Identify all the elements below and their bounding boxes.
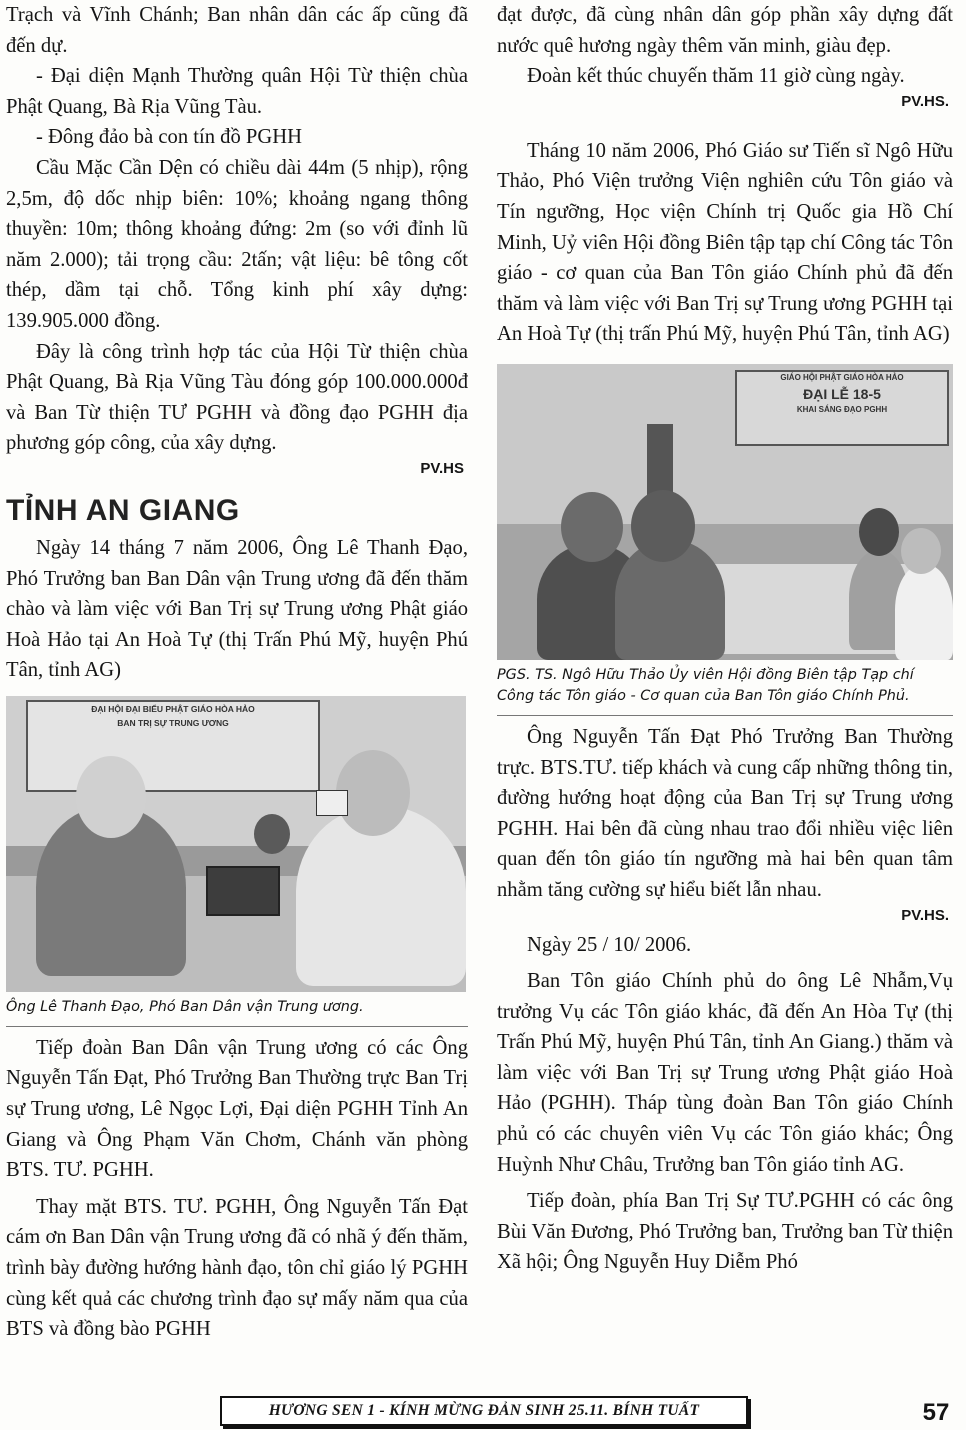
photo-caption: PGS. TS. Ngô Hữu Thảo Ủy viên Hội đồng Biên tập Tạp chí Công tác Tôn giáo - Cơ quan của Ban Tôn giáo Chính Phủ.: [497, 666, 914, 704]
article-paragraph: - Đại diện Mạnh Thường quân Hội Từ thiện chùa Phật Quang, Bà Rịa Vũng Tàu.: [6, 65, 468, 118]
article-paragraph: Tháng 10 năm 2006, Phó Giáo sư Tiến sĩ Ngô Hữu Thảo, Phó Viện trưởng Viện nghiên cứu Tôn giáo và Tín ngưỡng, Học viện Chính trị Quốc gia Hồ Chí Minh, Uỷ viên Hội đồng Biên tập tạp chí Công tác Tôn giáo - cơ quan của Ban Tôn giáo Chính phủ đã đến thăm và làm việc với Ban Trị sự Trung ương PGHH tại An Hoà Tự (thị trấn Phú Mỹ, huyện Phú Tân, tỉnh AG): [497, 139, 953, 346]
photo-meeting: [497, 364, 953, 660]
article-paragraph: Cầu Mặc Cần Dện có chiều dài 44m (5 nhịp), rộng 2,5m, độ dốc nhịp biên: 10%; khoảng ngang thông thuyền: 10m; thông khoảng đứng: 2m (so với đỉnh lũ năm 2.000); tải trọng cầu: 2tấn; vật liệu: bê tông cốt thép, dầm tại chỗ. Tổng kinh phí xây dựng: 139.905.000 đồng.: [6, 156, 468, 332]
photo-banner: GIÁO HỘI PHẬT GIÁO HÒA HẢO ĐẠI LỄ 18-5 KHAI SÁNG ĐẠO PGHH: [735, 370, 949, 446]
author-signature: PV.HS.: [901, 92, 949, 110]
caption-divider: [6, 1026, 468, 1027]
article-paragraph: Ông Nguyễn Tấn Đạt Phó Trưởng Ban Thường trực. BTS.TƯ. tiếp khách và cung cấp những thông tin, đường hướng hoạt động của Ban Trị sự Trung ương PGHH. Hai bên đã cùng nhau trao đổi nhiều việc liên quan đến tôn giáo tín ngưỡng mà hai bên quan tâm nhằm tăng cường sự hiểu biết lẫn nhau.: [497, 725, 953, 901]
section-heading: TỈNH AN GIANG: [6, 493, 240, 527]
photo-banner: ĐẠI HỘI ĐẠI BIỂU PHẬT GIÁO HÒA HẢO BAN TRỊ SỰ TRUNG ƯƠNG: [26, 700, 320, 792]
article-paragraph: Ngày 14 tháng 7 năm 2006, Ông Lê Thanh Đạo, Phó Trưởng ban Ban Dân vận Trung ương đã đến thăm chào và làm việc với Ban Trị sự Trung ương Phật giáo Hoà Hảo tại An Hoà Tự (thị Trấn Phú Mỹ, huyện Phú Tân, tỉnh AG): [6, 536, 468, 682]
article-paragraph: Đây là công trình hợp tác của Hội Từ thiện chùa Phật Quang, Bà Rịa Vũng Tàu đóng góp 100.000.000đ và Ban Từ thiện TƯ PGHH và đồng đạo PGHH địa phương góp công, của xây dựng.: [6, 340, 468, 455]
article-date: Ngày 25 / 10/ 2006.: [527, 933, 692, 956]
caption-divider: [497, 715, 953, 716]
article-paragraph: đạt được, đã cùng nhân dân góp phần xây dựng đất nước quê hương ngày thêm văn minh, giàu đẹp.: [497, 4, 953, 57]
right-column: [497, 0, 953, 1278]
author-signature: PV.HS.: [901, 906, 949, 924]
article-paragraph: - Đông đảo bà con tín đồ PGHH: [36, 126, 302, 149]
photo-handshake: [6, 696, 466, 992]
article-paragraph: Đoàn kết thúc chuyến thăm 11 giờ cùng ngày.: [527, 65, 905, 88]
article-paragraph: Tiếp đoàn Ban Dân vận Trung ương có các Ông Nguyễn Tấn Đạt, Phó Trưởng Ban Thường trực Ban Trị sự Trung ương, Lê Ngọc Lợi, Đại diện PGHH Tỉnh An Giang và Ông Phạm Văn Chơm, Chánh văn phòng BTS. TƯ. PGHH.: [6, 1036, 468, 1182]
page-number: 57: [922, 1399, 950, 1426]
author-signature: PV.HS: [420, 459, 464, 477]
photo-caption: Ông Lê Thanh Đạo, Phó Ban Dân vận Trung ương.: [6, 998, 364, 1015]
magazine-footer: HƯƠNG SEN 1 - KÍNH MỪNG ĐẢN SINH 25.11. BÍNH TUẤT: [220, 1396, 748, 1426]
article-paragraph: Ban Tôn giáo Chính phủ do ông Lê Nhẫm,Vụ trưởng Vụ các Tôn giáo khác, đã đến An Hòa Tự (thị Trấn Phú Mỹ, huyện Phú Tân, tỉnh An Giang.) thăm và làm việc với Ban Trị sự Trung ương Phật giáo Hoà Hảo (PGHH). Tháp tùng đoàn Ban Tôn giáo Chính phủ có các chuyên viên Vụ các Tôn giáo khác; Ông Huỳnh Như Châu, Trưởng ban Tôn giáo tỉnh AG.: [497, 970, 953, 1176]
article-paragraph: Trạch và Vĩnh Chánh; Ban nhân dân các ấp cũng đã đến dự.: [6, 4, 468, 57]
article-paragraph: Thay mặt BTS. TƯ. PGHH, Ông Nguyễn Tấn Đạt cám ơn Ban Dân vận Trung ương đã có nhã ý đến thăm, trình bày đường hướng hành đạo, tôn chỉ giáo lý PGHH cùng kết quả các chương trình đạo sự mấy năm qua của BTS và đồng bào PGHH: [6, 1195, 468, 1341]
left-column: [6, 0, 468, 1345]
article-paragraph: Tiếp đoàn, phía Ban Trị Sự TƯ.PGHH có các ông Bùi Văn Đương, Phó Trưởng ban, Trưởng ban Từ thiện Xã hội; Ông Nguyễn Huy Diễm Phó: [497, 1190, 953, 1274]
